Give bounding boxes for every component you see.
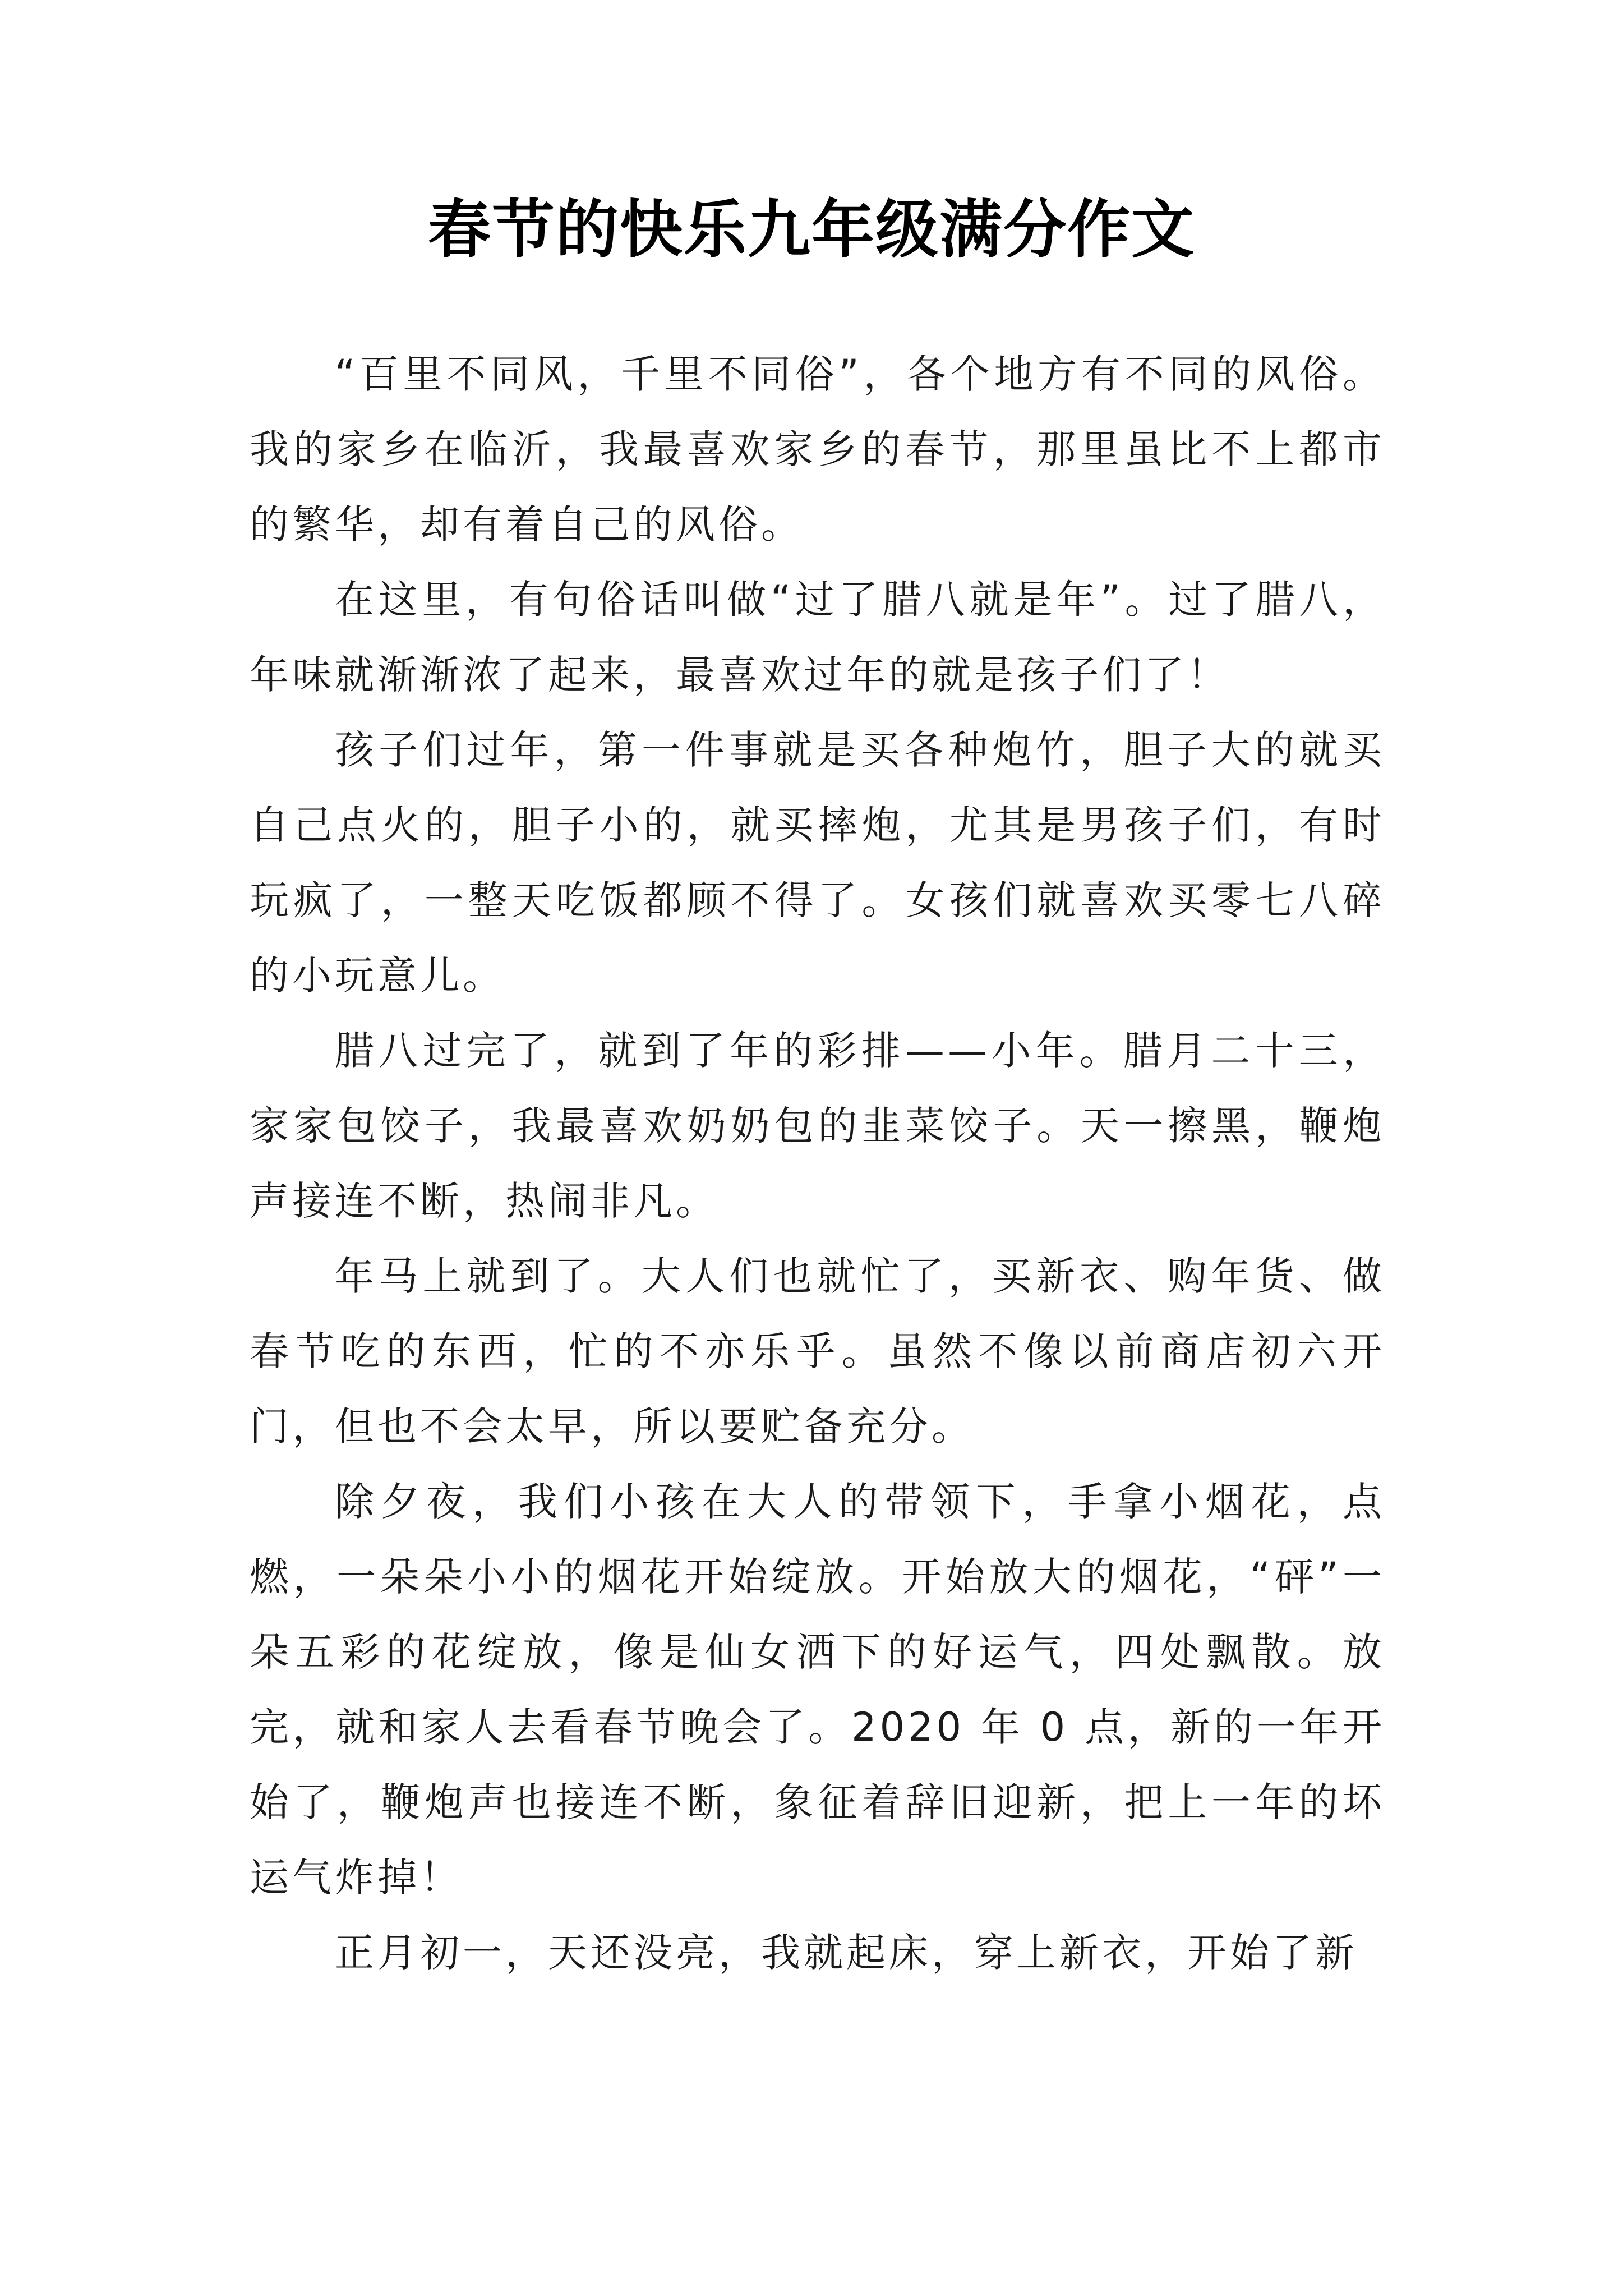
paragraph: 腊八过完了，就到了年的彩排——小年。腊月二十三，家家包饺子，我最喜欢奶奶包的韭菜饺子。天一擦黑，鞭炮声接连不断，热闹非凡。 [250, 1028, 1385, 1224]
paragraph: 年马上就到了。大人们也就忙了，买新衣、购年货、做春节吃的东西，忙的不亦乐乎。虽然不像以前商店初六开门，但也不会太早，所以要贮备充分。 [250, 1253, 1385, 1450]
paragraph: 在这里，有句俗话叫做“过了腊八就是年”。过了腊八，年味就渐渐浓了起来，最喜欢过年的就是孩子们了！ [250, 577, 1385, 698]
paragraph: 正月初一，天还没亮，我就起床，穿上新衣，开始了新 [335, 1930, 1358, 1976]
paragraph: 孩子们过年，第一件事就是买各种炮竹，胆子大的就买自己点火的，胆子小的，就买摔炮，尤其是男孩子们，有时玩疯了，一整天吃饭都顾不得了。女孩们就喜欢买零七八碎的小玩意儿。 [250, 727, 1385, 999]
paragraph: 除夕夜，我们小孩在大人的带领下，手拿小烟花，点燃，一朵朵小小的烟花开始绽放。开始放大的烟花，“砰”一朵五彩的花绽放，像是仙女洒下的好运气，四处飘散。放完，就和家人去看春节晚会了。2020 年 0 点，新的一年开始了，鞭炮声也接连不断，象征着辞旧迎新，把上一年的坏运气炸掉！ [250, 1479, 1385, 1901]
document-body [250, 337, 1385, 1990]
paragraph: “百里不同风，千里不同俗”，各个地方有不同的风俗。我的家乡在临沂，我最喜欢家乡的春节，那里虽比不上都市的繁华，却有着自己的风俗。 [250, 351, 1385, 547]
document-title: 春节的快乐九年级满分作文 [428, 193, 1195, 266]
